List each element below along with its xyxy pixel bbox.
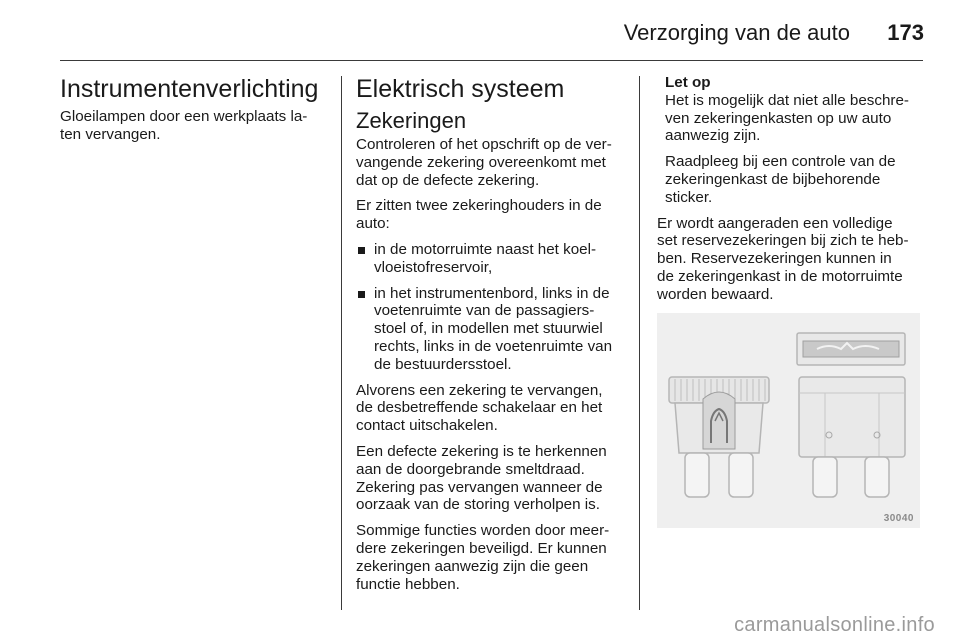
text-line: de bestuurdersstoel. [374,355,512,373]
text-line: auto: [356,215,390,233]
watermark: carmanualsonline.info [734,614,935,636]
text-line: Alvorens een zekering te vervangen, [356,381,603,399]
text-line: Controleren of het opschrift op de ver- [356,136,612,153]
paragraph-multiple-fuses [356,522,631,593]
text-line: dere zekeringen beveiligd. Er kunnen [356,539,607,557]
text-line: de zekeringenkast in de motorruimte [657,267,903,285]
text-line: ven zekeringenkasten op uw auto [665,109,892,127]
text-line: dat op de defecte zekering. [356,171,540,189]
text-line: sticker. [665,188,713,206]
square-bullet-icon [358,247,365,254]
paragraph [60,108,330,144]
header-divider [60,60,923,61]
bullet-item-engine-bay [356,241,631,277]
text-line: ben. Reservezekeringen kunnen in [657,250,892,268]
text-line: vloeistofreservoir, [374,258,493,276]
text-line: ten vervangen. [60,125,161,143]
page-number: 173 [887,20,924,45]
text-line: aan de doorgebrande smeltdraad. [356,460,585,478]
text-line: oorzaak van de storing verholpen is. [356,496,600,514]
paragraph-spare-fuses [657,215,932,304]
text-line: set reservezekeringen bij zich te heb- [657,232,909,250]
note-paragraph [665,153,932,206]
text-line: de desbetreffende schakelaar en het [356,399,603,417]
paragraph-switch-off [356,382,631,435]
text-line: zekeringen aanwezig zijn die geen [356,557,589,575]
note-paragraph [665,92,932,145]
text-line: in de motorruimte naast het koel- [374,240,597,258]
text-line: in het instrumentenbord, links in de [374,284,610,302]
subheading-zekeringen: Zekeringen [356,108,467,133]
text-line: Raadpleeg bij een controle van de [665,153,896,171]
section-heading-elektrisch-systeem: Elektrisch systeem [356,75,565,103]
fuse-illustration [657,313,920,528]
text-line: contact uitschakelen. [356,417,498,435]
paragraph-two-holders [356,197,631,233]
text-line: zekeringenkast de bijbehorende [665,170,881,188]
text-line: vangende zekering overeenkomt met [356,153,606,171]
text-line: Een defecte zekering is te herkennen [356,442,607,460]
text-line: Sommige functies worden door meer- [356,522,610,540]
text-line: functie hebben. [356,575,460,593]
section-heading-instrumentenverlichting: Instrumentenverlichting [60,75,319,103]
text-line: Gloeilampen door een werkplaats la- [60,108,308,125]
column-2 [356,74,631,601]
text-line: worden bewaard. [657,285,774,303]
figure-code: 30040 [883,513,914,524]
text-line: Zekering pas vervangen wanneer de [356,478,603,496]
note-title: Let op [665,74,711,91]
text-line: voetenruimte van de passagiers- [374,302,595,320]
text-line: Het is mogelijk dat niet alle beschre- [665,91,909,109]
bullet-item-instrument-panel [356,285,631,374]
column-1 [60,74,330,152]
note-box [657,74,932,207]
square-bullet-icon [358,291,365,298]
text-line: Er zitten twee zekeringhouders in de [356,197,602,215]
text-line: Er wordt aangeraden een volledige [657,214,893,232]
text-line: rechts, links in de voetenruimte van [374,337,613,355]
fuse-drawing [657,313,920,528]
column-divider-2 [639,76,640,610]
text-line: aanwezig zijn. [665,127,761,145]
text-line: stoel of, in modellen met stuurwiel [374,320,603,338]
column-3 [657,74,932,312]
column-divider-1 [341,76,342,610]
paragraph-defective-fuse [356,443,631,514]
paragraph-check-label [356,136,631,189]
header-title: Verzorging van de auto [623,20,850,45]
